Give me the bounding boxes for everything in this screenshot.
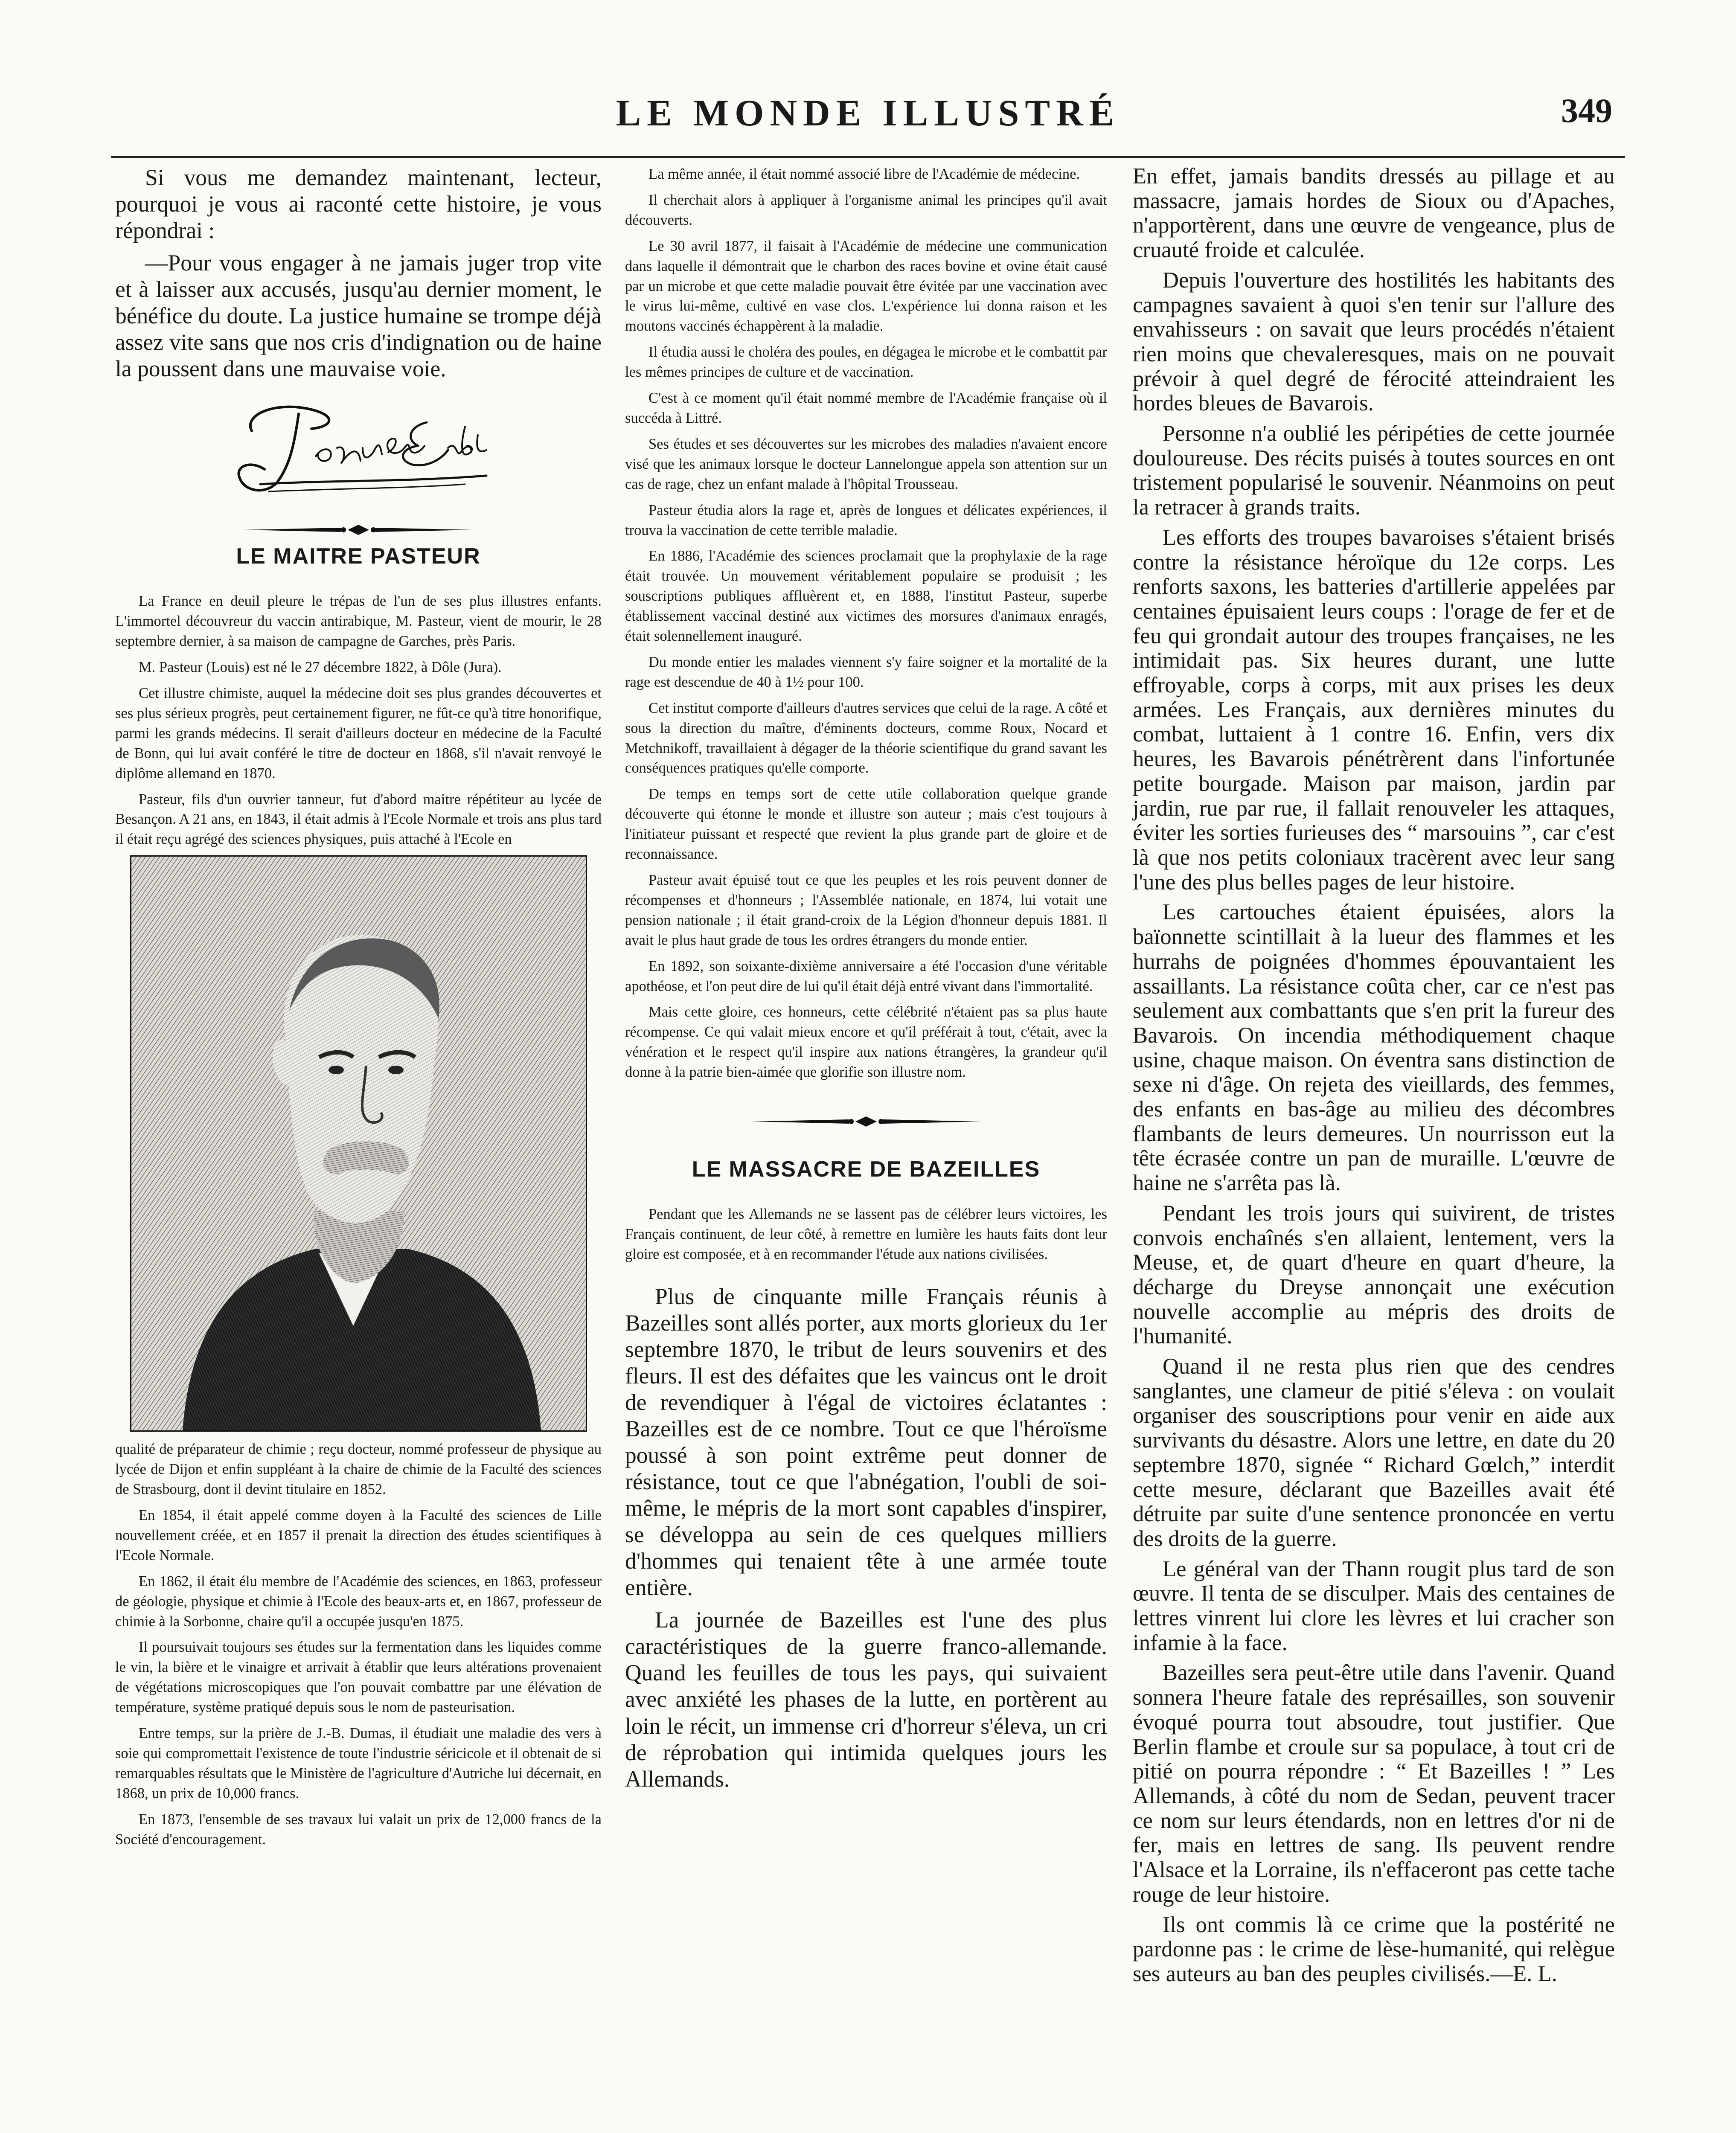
article-paragraph: La même année, il était nommé associé libre de l'Académie de médecine.	[648, 166, 1080, 182]
article-body-paragraph: Bazeilles sera peut-être utile dans l'avenir. Quand sonnera l'heure fatale des représailles, son souvenir évoqué pourra tout absoudre, tout justifier. Que Berlin flambe et croule sur sa populace, à tout cri de pitié on pourra répondre : “ Et Bazeilles ! ” Les Allemands, à côté du nom de Sedan, peuvent tracer ce nom sur leurs étendards, non en lettres d'or ni de fer, mais en lettres de sang. Ils peuvent rendre l'Alsace et la Lorraine, ils n'effaceront pas cette tache rouge de leur histoire.	[1133, 1660, 1615, 1907]
article-body-paragraph: La journée de Bazeilles est l'une des plus caractéristiques de la guerre franco-allemande. Quand les feuilles de tous les pays, qui suivaient avec anxiété les phases de la lutte, en portèrent au loin le récit, un immense cri d'horreur s'éleva, un cri de réprobation qui intimida quelques jours les Allemands.	[625, 1607, 1107, 1792]
article-body-paragraph: Ils ont commis là ce crime que la postérité ne pardonne pas : le crime de lèse-humanité, qui relègue ses auteurs au ban des peuples civilisés.—E. L.	[1133, 1912, 1615, 1986]
article-paragraph: Il étudia aussi le choléra des poules, en dégagea le microbe et le combattit par les mêmes principes de culture et de vaccination.	[625, 344, 1107, 381]
column-1	[115, 164, 602, 1855]
article-paragraph: Il cherchait alors à appliquer à l'organisme animal les principes qu'il avait découverts.	[625, 192, 1107, 228]
article-paragraph: Le 30 avril 1877, il faisait à l'Académie de médecine une communication dans laquelle il démontrait que le charbon des races bovine et ovine était causé par un microbe et que cette maladie pouvait être évitée par une vaccination avec le virus lui-même, cultivé en vase clos. L'expérience lui donna raison et les moutons vaccinés échappèrent à la maladie.	[625, 238, 1107, 334]
article-body-paragraph: Personne n'a oublié les péripéties de cette journée douloureuse. Des récits puisés à toutes sources en ont tristement popularisé le souvenir. Néanmoins on peut la retracer à grands traits.	[1133, 421, 1615, 520]
article-paragraph: En 1886, l'Académie des sciences proclamait que la prophylaxie de la rage était trouvée. Un mouvement véritablement populaire se produisit ; les souscriptions publiques affluèrent et, en 1888, l'institut Pasteur, superbe établissement vaccinal destiné aux victimes des morsures d'animaux enragés, était solennellement inauguré.	[625, 548, 1107, 645]
article-body-paragraph: Depuis l'ouverture des hostilités les habitants des campagnes savaient à quoi s'en tenir sur l'allure des envahisseurs : on savait que leurs procédés n'étaient rien moins que chevaleresques, mais on ne pouvait prévoir à quel degré de férocité atteindraient les hordes bleues de Bavarois.	[1133, 267, 1615, 416]
article-paragraph: La France en deuil pleure le trépas de l'un de ses plus illustres enfants. L'immortel découvreur du vaccin antirabique, M. Pasteur, vient de mourir, le 28 septembre dernier, à sa maison de campagne de Garches, près Paris.	[115, 593, 602, 650]
portrait-figure	[115, 855, 602, 1432]
article-paragraph: En 1873, l'ensemble de ses travaux lui valait un prix de 12,000 francs de la Société d'encouragement.	[115, 1811, 602, 1848]
article-title-pasteur: LE MAITRE PASTEUR	[236, 544, 481, 569]
article-paragraph: Il poursuivait toujours ses études sur la fermentation dans les liquides comme le vin, la bière et le vinaigre et arrivait à établir que leurs altérations provenaient de végétations microscopiques que l'on pouvait combattre par une élévation de température, système pratiqué depuis sous le nom de pasteurisation.	[115, 1639, 602, 1716]
story-conclusion-paragraph: Si vous me demandez maintenant, lecteur, pourquoi je vous ai raconté cette histoire, je vous répondrai :	[115, 165, 602, 244]
article-body-paragraph: Quand il ne resta plus rien que des cendres sanglantes, une clameur de pitié s'éleva : on voulait organiser des souscriptions pour venir en aide aux survivants du désastre. Alors une lettre, en date du 20 septembre 1870, signée “ Richard Gœlch,” interdit cette mesure, déclarant que Bazeilles avait été détruite par suite d'une sentence prononcée en vertu des droits de la guerre.	[1133, 1354, 1615, 1551]
article-paragraph: Mais cette gloire, ces honneurs, cette célébrité n'étaient pas sa plus haute récompense. Ce qui valait mieux encore et qu'il préférait à tout, c'était, avec la vénération et le respect qu'il inspire aux nations étrangères, la grandeur qu'il donne à la patrie bien-aimée que glorifie son illustre nom.	[625, 1004, 1107, 1081]
article-paragraph: Cet illustre chimiste, auquel la médecine doit ses plus grandes découvertes et ses plus sérieux progrès, peut certainement figurer, ne fût-ce qu'à titre honorifique, parmi les grands médecins. Il serait d'ailleurs docteur en médecine de la Faculté de Bonn, qui lui avait conféré le titre de docteur en 1868, s'il n'avait renvoyé le diplôme allemand en 1870.	[115, 685, 602, 782]
running-head	[111, 92, 1625, 158]
article-body-paragraph: Les efforts des troupes bavaroises s'étaient brisés contre la résistance héroïque du 12e corps. Les renforts saxons, les batteries d'artillerie appelées par centaines épuisaient leurs coups : l'orage de fer et de feu qui grondait autour des troupes françaises, ne les intimidait pas. Six heures durant, une lutte effroyable, corps à corps, mit aux prises les deux armées. Les Français, aux dernières minutes du combat, luttaient à 1 contre 16. Enfin, vers dix heures, les Bavarois pénétrèrent dans l'infortunée petite bourgade. Maison par maison, jardin par jardin, rue par rue, il fallait renouveler les attaques, éviter les sorties furieuses des “ marsouins ”, car c'est là que nos petits coloniaux tracèrent avec leur sang l'une des plus belles pages de leur histoire.	[1133, 525, 1615, 895]
article-paragraph: Du monde entier les malades viennent s'y faire soigner et la mortalité de la rage est descendue de 40 à 1½ pour 100.	[625, 654, 1107, 690]
section-divider-ornament	[239, 525, 478, 535]
section-divider-ornament	[747, 1116, 986, 1127]
article-intro: Pendant que les Allemands ne se lassent pas de célébrer leurs victoires, les Français continuent, de leur côté, à remettre en lumière les hauts faits dont leur gloire est composée, et à en recommander l'étude aux nations civilisées.	[625, 1206, 1107, 1262]
article-paragraph: qualité de préparateur de chimie ; reçu docteur, nommé professeur de physique au lycée de Dijon et enfin suppléant à la chaire de chimie de la Faculté des sciences de Strasbourg, dont il devint titulaire en 1852.	[115, 1441, 602, 1498]
pasteur-portrait-engraving	[130, 855, 587, 1432]
article-body-paragraph: Plus de cinquante mille Français réunis à Bazeilles sont allés porter, aux morts glorieux du 1er septembre 1870, le tribut de leurs souvenirs et des fleurs. Il est des défaites que les vaincus ont le droit de revendiquer à l'égal de victoires éclatantes : Bazeilles est de ce nombre. Tout ce que l'héroïsme poussé à son point extrême peut donner de résistance, tout ce que l'abnégation, l'oubli de soi-même, le mépris de la mort sont capables d'inspirer, se développa au sein de ces quelques milliers d'hommes qui tenaient tête à une armée toute entière.	[625, 1283, 1107, 1601]
article-body-paragraph: Le général van der Thann rougit plus tard de son œuvre. Il tenta de se disculper. Mais des centaines de lettres vinrent lui clore les lèvres et lui cracher son infamie à la face.	[1133, 1556, 1615, 1655]
article-paragraph: Ses études et ses découvertes sur les microbes des maladies n'avaient encore visé que les animaux lorsque le docteur Lannelongue appela son attention sur un cas de rage, chez un enfant malade à l'hôpital Trousseau.	[625, 436, 1107, 492]
article-body-paragraph: En effet, jamais bandits dressés au pillage et au massacre, jamais hordes de Sioux ou d'Apaches, n'apportèrent, dans une œuvre de vengeance, plus de cruauté froide et calculée.	[1133, 164, 1615, 263]
story-conclusion-paragraph: —Pour vous engager à ne jamais juger trop vite et à laisser aux accusés, jusqu'au dernier moment, le bénéfice du doute. La justice humaine se trompe déjà assez vite sans que nos cris d'indignation ou de haine la poussent dans une mauvaise voie.	[115, 250, 602, 382]
article-paragraph: Pasteur étudia alors la rage et, après de longues et délicates expériences, il trouva la vaccination de cette terrible maladie.	[625, 502, 1107, 538]
article-paragraph: Pasteur, fils d'un ouvrier tanneur, fut d'abord maitre répétiteur au lycée de Besançon. A 21 ans, en 1843, il était admis à l'Ecole Normale et trois ans plus tard il était reçu agrégé des sciences physiques, puis attaché à l'Ecole en	[115, 791, 602, 848]
article-paragraph: En 1854, il était appelé comme doyen à la Faculté des sciences de Lille nouvellement créée, et en 1857 il prenait la direction des études scientifiques à l'Ecole Normale.	[115, 1507, 602, 1563]
newspaper-title: LE MONDE ILLUSTRÉ	[616, 93, 1120, 134]
article-title-bazeilles: LE MASSACRE DE BAZEILLES	[692, 1157, 1041, 1182]
handwritten-signature	[226, 397, 491, 503]
article-paragraph: C'est à ce moment qu'il était nommé membre de l'Académie française où il succéda à Littré.	[625, 390, 1107, 426]
article-body-paragraph: Pendant les trois jours qui suivirent, de tristes convois enchaînés s'en allaient, lentement, vers la Meuse, et, de quart d'heure en quart d'heure, la décharge du Dreyse annonçait une exécution nouvelle accomplie au mépris des droits de l'humanité.	[1133, 1200, 1615, 1349]
article-paragraph: En 1892, son soixante-dixième anniversaire a été l'occasion d'une véritable apothéose, et l'on peut dire de lui qu'il était déjà entré vivant dans l'immortalité.	[625, 958, 1107, 994]
article-paragraph: Pasteur avait épuisé tout ce que les peuples et les rois peuvent donner de récompenses et d'honneurs ; l'Assemblée nationale, en 1874, lui votait une pension nationale ; il était grand-croix de la Légion d'honneur depuis 1881. Il avait le plus haut grade de tous les ordres étrangers du monde entier.	[625, 872, 1107, 948]
article-paragraph: M. Pasteur (Louis) est né le 27 décembre 1822, à Dôle (Jura).	[139, 659, 502, 676]
column-2	[625, 164, 1107, 1798]
page-number: 349	[1561, 92, 1612, 130]
column-3	[1133, 164, 1615, 1992]
article-paragraph: Entre temps, sur la prière de J.-B. Dumas, il étudiait une maladie des vers à soie qui compromettait l'existence de toute l'industrie séricicole et il obtenait de si remarquables résultats que le Ministère de l'agriculture d'Autriche lui décernait, en 1868, un prix de 10,000 francs.	[115, 1725, 602, 1802]
article-body-paragraph: Les cartouches étaient épuisées, alors la baïonnette scintillait à la lueur des flammes et les hurrahs de poignées d'hommes épouvantaient les assaillants. La résistance coûta cher, car ce n'est pas seulement aux combattants que s'en prit la fureur des Bavarois. On incendia méthodiquement chaque usine, chaque maison. On éventra sans distinction de sexe ni d'âge. On rejeta des vieillards, des femmes, des enfants en bas-âge au milieu des décombres flambants de leurs demeures. Un nourrisson eut la tête écrasée contre un pan de muraille. L'œuvre de haine ne s'arrêta pas là.	[1133, 900, 1615, 1196]
article-paragraph: De temps en temps sort de cette utile collaboration quelque grande découverte qui étonne le monde et illustre son auteur ; mais c'est toujours à l'initiateur puissant et respecté que revient la plus grande part de gloire et de reconnaissance.	[625, 786, 1107, 863]
article-paragraph: En 1862, il était élu membre de l'Académie des sciences, en 1863, professeur de géologie, physique et chimie à l'Ecole des beaux-arts et, en 1867, professeur de chimie à la Sorbonne, chaire qu'il a occupée jusqu'en 1875.	[115, 1573, 602, 1630]
article-paragraph: Cet institut comporte d'ailleurs d'autres services que celui de la rage. A côté et sous la direction du maître, d'éminents docteurs, comme Roux, Nocard et Metchnikoff, travaillaient à dégager de la théorie scientifique du grand savant les conséquences pratiques qu'elle comporte.	[625, 700, 1107, 776]
